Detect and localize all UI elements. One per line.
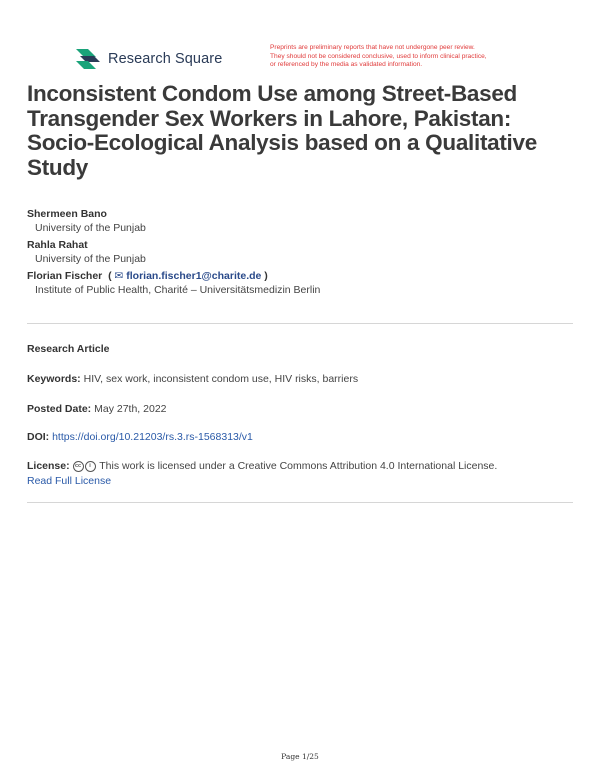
preprint-disclaimer	[270, 44, 540, 70]
author-affiliation: Institute of Public Health, Charité – Universitätsmedizin Berlin	[35, 284, 321, 296]
author-affiliation: University of the Punjab	[35, 222, 146, 234]
cc-icon: cc	[73, 461, 84, 472]
license-row: License: cc i This work is licensed under a Creative Commons Attribution 4.0 International License. Read Full License	[27, 460, 498, 487]
posted-date-row: Posted Date: May 27th, 2022	[27, 403, 167, 415]
read-full-license-link[interactable]: Read Full License	[27, 475, 112, 487]
author-name: Rahla Rahat	[27, 239, 88, 251]
author-list	[27, 207, 572, 300]
by-icon: i	[85, 461, 96, 472]
section-divider	[27, 502, 573, 503]
article-type: Research Article	[27, 343, 110, 355]
author-email-link[interactable]: ✉ florian.fischer1@charite.de	[114, 270, 262, 282]
doi-row: DOI: https://doi.org/10.21203/rs.3.rs-1568313/v1	[27, 431, 253, 443]
author-name-corresponding: Florian Fischer ( ✉ florian.fischer1@charite.de )	[27, 270, 268, 282]
author-affiliation: University of the Punjab	[35, 253, 146, 265]
email-icon: ✉	[114, 270, 124, 282]
keywords-row: Keywords: HIV, sex work, inconsistent condom use, HIV risks, barriers	[27, 373, 359, 385]
research-square-logo[interactable]	[74, 47, 222, 71]
doi-link[interactable]: https://doi.org/10.21203/rs.3.rs-1568313/v1	[52, 431, 253, 443]
section-divider	[27, 323, 573, 324]
preprint-line: Preprints are preliminary reports that have not undergone peer review.	[270, 44, 475, 51]
research-square-logo-icon	[74, 47, 102, 71]
preprint-line: They should not be considered conclusive, used to inform clinical practice,	[270, 52, 487, 60]
logo-text: Research Square	[108, 51, 223, 67]
page-number: Page 1/25	[281, 752, 319, 761]
author-name: Shermeen Bano	[27, 208, 107, 220]
paper-title: Inconsistent Condom Use among Street-Based Transgender Sex Workers in Lahore, Pakistan: Socio-Ecological Analysis based on a Qualitative Study	[27, 81, 537, 180]
preprint-line: or referenced by the media as validated information.	[270, 61, 423, 69]
